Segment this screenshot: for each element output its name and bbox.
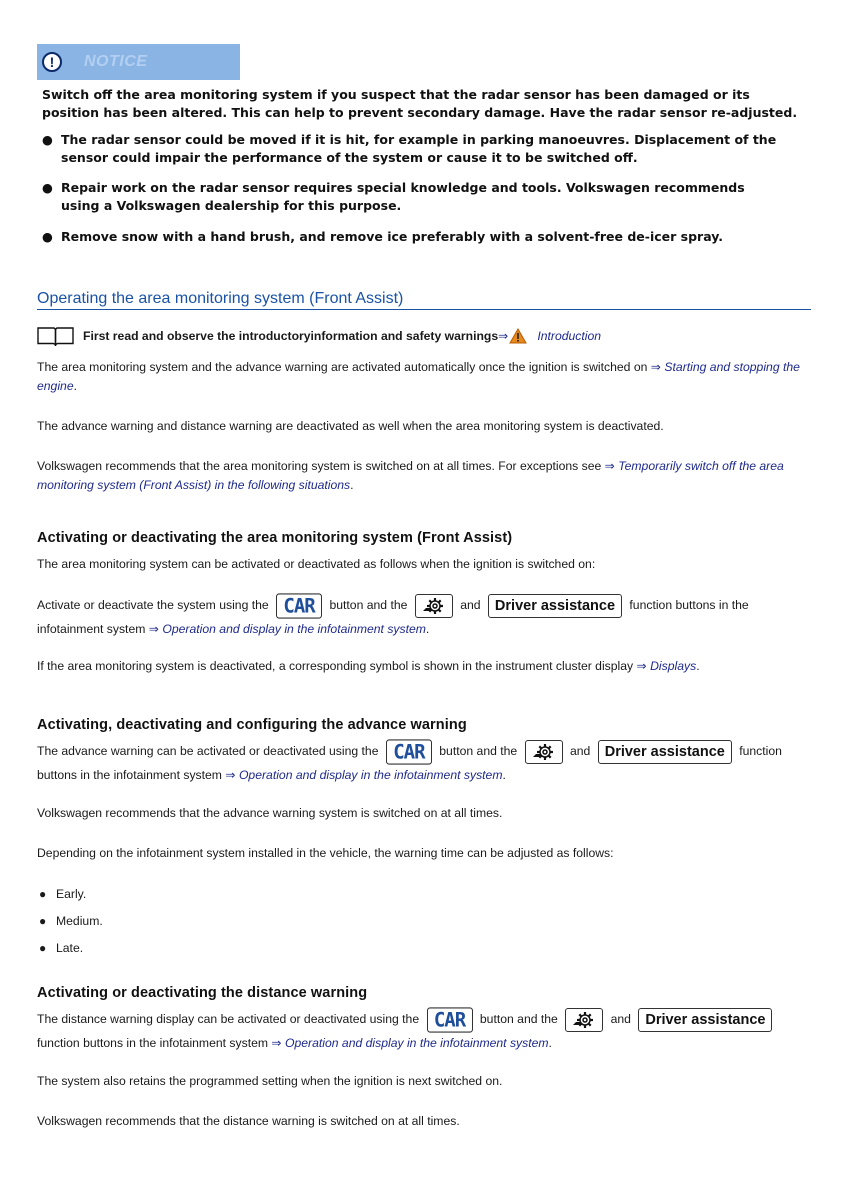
operation-display-link[interactable]: Operation and display in the infotainment system xyxy=(285,1036,549,1050)
section-title: Operating the area monitoring system (Front Assist) xyxy=(37,290,811,310)
paragraph-text: Volkswagen recommends that the area monitoring system is switched on at all times. For exceptions see xyxy=(37,459,602,473)
period: . xyxy=(502,768,506,782)
operation-display-link[interactable]: Operation and display in the infotainment system xyxy=(162,622,426,636)
temporarily-switch-off-link[interactable]: Temporarily switch off the area monitoring system (Front Assist) in the following situations xyxy=(37,459,784,492)
bullet-icon: ● xyxy=(39,887,47,901)
paragraph xyxy=(37,358,815,396)
bullet-icon: ● xyxy=(42,229,53,244)
arrow-icon: ⇒ xyxy=(271,1036,282,1050)
paragraph: Volkswagen recommends that the distance warning is switched on at all times. xyxy=(37,1114,460,1128)
notice-header xyxy=(37,44,240,80)
period: . xyxy=(425,622,430,636)
option-early: Early. xyxy=(56,887,87,901)
paragraph-text: button and the xyxy=(329,598,408,613)
paragraph-text: If the area monitoring system is deactivated, a corresponding symbol is shown in the instrument cluster display xyxy=(37,659,634,673)
notice-bullet-text: Repair work on the radar sensor requires special knowledge and tools. Volkswagen recommends using a Volkswagen dealership for this purpose. xyxy=(61,180,745,213)
driver-assistance-button[interactable]: Driver assistance xyxy=(488,594,622,618)
period: . xyxy=(696,659,700,673)
notice-bullet xyxy=(42,131,782,167)
bullet-icon: ● xyxy=(39,941,47,955)
exclamation-circle-icon: ! xyxy=(42,52,62,72)
arrow-icon: ⇒ xyxy=(650,360,662,374)
paragraph: The area monitoring system can be activated or deactivated as follows when the ignition is switched on: xyxy=(37,557,596,571)
paragraph-text: button and the xyxy=(479,1012,558,1027)
paragraph xyxy=(37,740,815,786)
paragraph-text: and xyxy=(460,598,481,613)
arrow-icon: ⇒ xyxy=(148,622,159,636)
first-read-text: First read and observe the introductoryinformation and safety warnings xyxy=(83,329,499,343)
settings-gear-button[interactable] xyxy=(525,740,563,764)
arrow-icon: ⇒ xyxy=(225,768,236,782)
period: . xyxy=(73,379,77,393)
list-item xyxy=(37,885,86,904)
period: . xyxy=(350,478,354,492)
bullet-icon: ● xyxy=(42,132,53,147)
subsection-heading: Activating, deactivating and configuring the advance warning xyxy=(37,717,467,733)
notice-title: NOTICE xyxy=(84,53,148,70)
subsection-heading: Activating or deactivating the area monitoring system (Front Assist) xyxy=(37,530,513,546)
paragraph-text: The distance warning display can be activated or deactivated using the xyxy=(37,1012,420,1027)
option-late: Late. xyxy=(56,941,84,955)
introduction-link[interactable]: Introduction xyxy=(537,329,602,343)
paragraph xyxy=(37,457,815,495)
paragraph: Depending on the infotainment system installed in the vehicle, the warning time can be adjusted as follows: xyxy=(37,846,614,860)
paragraph-text: and xyxy=(569,744,591,759)
car-settings-gear-icon xyxy=(570,1010,598,1030)
bullet-icon: ● xyxy=(42,180,53,195)
paragraph xyxy=(37,1008,815,1054)
displays-link[interactable]: Displays xyxy=(650,659,697,673)
list-item xyxy=(37,939,83,958)
settings-gear-button[interactable] xyxy=(565,1008,603,1032)
notice-bullet xyxy=(42,228,782,246)
paragraph-text: function buttons in the infotainment system xyxy=(37,744,782,782)
notice-bullet-text: The radar sensor could be moved if it is hit, for example in parking manoeuvres. Displacement of the sensor could impair the performance of the system or cause it to be switched off. xyxy=(61,132,777,165)
list-item xyxy=(37,912,103,931)
period: . xyxy=(548,1036,552,1050)
car-button[interactable]: CAR xyxy=(386,739,432,764)
paragraph-text: function buttons in the infotainment system xyxy=(37,598,749,636)
book-icon xyxy=(37,326,74,346)
arrow-icon: ⇒ xyxy=(636,659,647,673)
notice-text: Switch off the area monitoring system if you suspect that the radar sensor has been damaged or its position has been altered. This can help to prevent secondary damage. Have the radar sensor re-adjusted. xyxy=(42,87,798,120)
driver-assistance-button[interactable]: Driver assistance xyxy=(638,1008,772,1032)
notice-bullet xyxy=(42,179,782,215)
paragraph: Volkswagen recommends that the advance warning system is switched on at all times. xyxy=(37,806,503,820)
paragraph-text: function buttons in the infotainment system xyxy=(37,1036,269,1050)
starting-stopping-engine-link[interactable]: Starting and stopping the engine xyxy=(37,360,800,393)
paragraph-text: button and the xyxy=(439,744,518,759)
car-button[interactable]: CAR xyxy=(427,1007,473,1032)
arrow-icon: ⇒ xyxy=(604,459,615,473)
paragraph: The advance warning and distance warning are deactivated as well when the area monitoring system is deactivated. xyxy=(37,419,664,433)
subsection-heading: Activating or deactivating the distance warning xyxy=(37,985,368,1001)
paragraph: The system also retains the programmed setting when the ignition is next switched on. xyxy=(37,1074,503,1088)
paragraph-text: The area monitoring system and the advance warning are activated automatically once the ignition is switched on xyxy=(37,360,648,374)
paragraph-text: Activate or deactivate the system using the xyxy=(37,598,269,613)
notice-bullet-text: Remove snow with a hand brush, and remove ice preferably with a solvent-free de-icer spray. xyxy=(61,229,723,244)
operation-display-link[interactable]: Operation and display in the infotainment system xyxy=(238,768,503,782)
warning-triangle-icon xyxy=(509,328,527,344)
paragraph xyxy=(37,594,815,640)
car-button[interactable]: CAR xyxy=(276,593,322,618)
paragraph-text: The advance warning can be activated or deactivated using the xyxy=(37,744,379,759)
paragraph xyxy=(37,657,815,676)
driver-assistance-button[interactable]: Driver assistance xyxy=(598,740,732,764)
bullet-icon: ● xyxy=(39,914,47,928)
first-read-line xyxy=(37,326,601,346)
settings-gear-button[interactable] xyxy=(415,594,453,618)
option-medium: Medium. xyxy=(56,914,103,928)
car-settings-gear-icon xyxy=(530,742,558,762)
paragraph-text: and xyxy=(610,1012,631,1027)
car-settings-gear-icon xyxy=(420,596,448,616)
arrow-icon: ⇒ xyxy=(498,329,509,343)
